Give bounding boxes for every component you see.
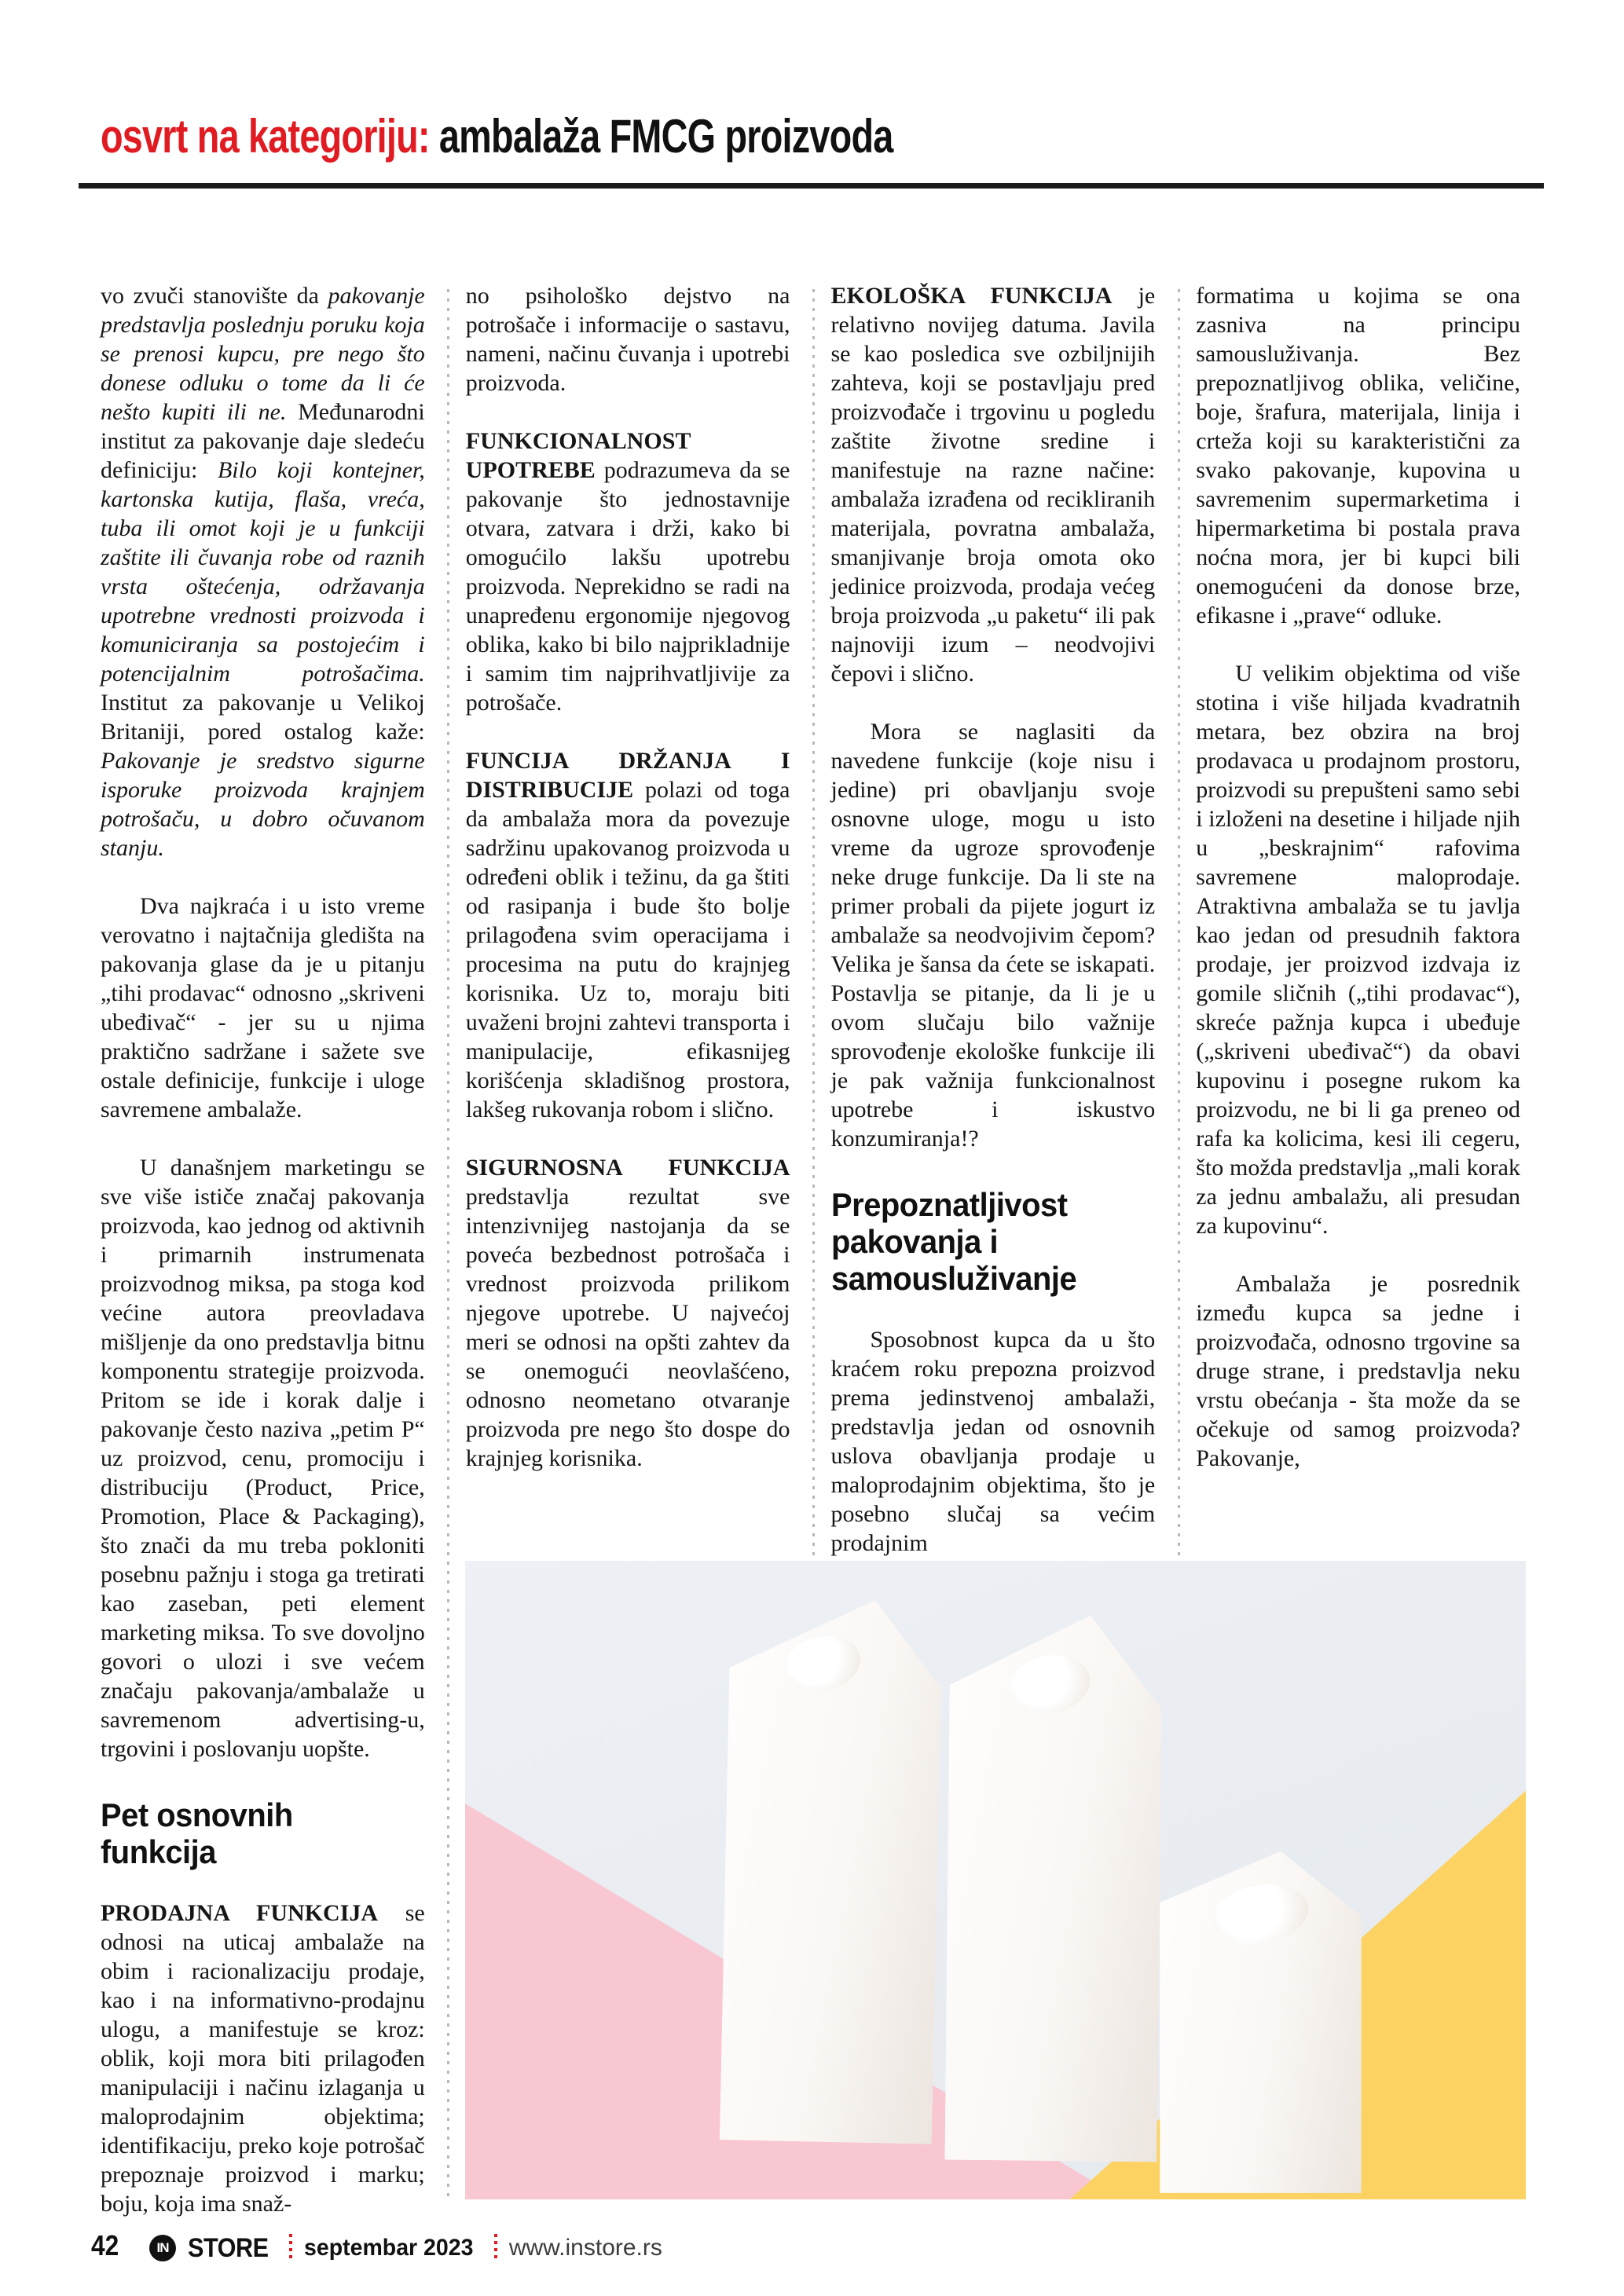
text-segment: Institut za pakovanje u Velikoj Britaniji, pored ostalog kaže: bbox=[101, 690, 425, 745]
text-segment: se odnosi na uticaj ambalaže na obim i racionalizaciju prodaje, kao i na informativno-prodajnu ulogu, a manifestuje se kroz: oblik, koji mora biti prilagođen manipulaciji i načinu izlaganja u maloprodajnim objektima; identifikaciju, preko koje potrošač prepoznaje proizvod i marku; boju, koja ima snaž- bbox=[101, 1900, 425, 2217]
text-segment: Bilo koji kontejner, kartonska kutija, flaša, vreća, tuba ili omot koji je u funkciji zaštite ili čuvanja robe od raznih vrsta oštećenja, održavanja upotrebne vrednosti proizvoda i komuniciranja sa postojećim i potencijalnim potrošačima. bbox=[101, 457, 425, 687]
article-column-4 bbox=[1196, 281, 1520, 1502]
paragraph bbox=[101, 281, 425, 862]
paragraph bbox=[466, 427, 790, 717]
milk-cartons-photo bbox=[465, 1561, 1526, 2199]
text-segment: podrazumeva da se pakovanje što jednostavnije otvara, zatvara i drži, kako bi omogućilo lakšu upotrebu proizvoda. Neprekidno se radi na unapređenu ergonomije njegovog oblika, kako bi bilo najprikladnije i samim tim najprihvatljivije za potrošače. bbox=[465, 457, 790, 716]
paragraph bbox=[831, 281, 1156, 688]
carton-cap bbox=[1208, 1877, 1313, 1951]
paragraph bbox=[101, 1153, 425, 1763]
text-segment: U današnjem marketingu se sve više ističe značaj pakovanja proizvoda, kao jednog od aktivnih i primarnih instrumenata proizvodnog miksa, pa stoga kod većine autora preovladava mišljenje da ono predstavlja bitnu komponentu strategije proizvoda. Pritom se ide i korak dalje i pakovanje često naziva „petim P“ uz proizvod, cenu, promociju i distribuciju (Product, Price, Promotion, Place & Packaging), što znači da mu treba pokloniti posebnu pažnju i stoga ga tretirati kao zaseban, peti element marketing miksa. To sve dovoljno govori o ulozi i sve većem značaju pakovanja/ambalaže u savremenom advertising-u, trgovini i poslovanju uopšte. bbox=[101, 1155, 425, 1762]
carton-cap bbox=[779, 1629, 866, 1699]
section-heading: Prepoznatljivost pakovanja i samousluživanje bbox=[830, 1186, 1076, 1297]
page-number: 42 bbox=[91, 2229, 119, 2261]
milk-carton-tall-center bbox=[945, 1614, 1163, 2162]
milk-carton-short-right bbox=[1160, 1851, 1362, 2193]
category-kicker: osvrt na kategoriju: bbox=[101, 110, 430, 163]
brand-name: STORE bbox=[188, 2232, 269, 2263]
paragraph bbox=[466, 1153, 790, 1473]
paragraph bbox=[101, 1899, 425, 2218]
text-segment: polazi od toga da ambalaža mora da povezuje sadržinu upakovanog proizvoda u određeni oblik i težinu, da ga štiti od rasipanja i bude što bolje prilagođena svim operacijama i procesima na putu do krajnjeg korisnika. Uz to, moraju biti uvaženi brojni zahtevi transporta i manipulacije, efikasnijeg korišćenja skladišnog prostora, lakšeg rukovanja robom i slično. bbox=[465, 777, 790, 1122]
text-segment: formatima u kojima se ona zasniva na principu samousluživanja. Bez prepoznatljivog oblika, veličine, boje, šrafura, materijala, linija i crteža koji su karakteristični za svako pakovanje, kupovina u savremenim supermarketima i hipermarketima bi postala prava noćna mora, jer bi kupci bili onemogućeni da donose brze, efikasne i „prave“ odluke. bbox=[1196, 283, 1520, 628]
milk-carton-tall-left bbox=[720, 1597, 943, 2144]
text-segment: Sposobnost kupca da u što kraćem roku prepozna proizvod prema jedinstvenoj ambalaži, predstavlja jedan od osnovnih uslova obavljanja prodaje u maloprodajnim objektima, što je posebno slučaj sa većim prodajnim bbox=[830, 1327, 1156, 1556]
instore-logo-icon: IN bbox=[149, 2235, 176, 2261]
paragraph bbox=[466, 281, 790, 397]
text-segment: FUNKCIONALNOST UPOTREBE bbox=[465, 428, 691, 483]
text-segment: Mora se naglasiti da navedene funkcije (koje nisu i jedine) pri obavljanju svoje osnovne uloge, mogu u isto vreme da ugroze sprovođenje neke druge funkcije. Da li ste na primer probali da pijete jogurt iz ambalaže sa neodvojivim čepom? Velika je šansa da ćete se iskapati. Postavlja se pitanje, da li je u ovom slučaju bilo važnije sprovođenje ekološke funkcije ili je pak važnija funkcionalnost upotrebe i iskustvo konzumiranja!? bbox=[830, 719, 1156, 1152]
page-title bbox=[101, 108, 893, 165]
text-segment: vo zvuči stanovište da bbox=[101, 283, 328, 309]
article-header bbox=[101, 108, 1116, 165]
paragraph bbox=[1196, 1269, 1520, 1473]
carton-cap bbox=[1004, 1649, 1094, 1721]
text-segment: Ambalaža je posrednik između kupca sa jedne i proizvođača, odnosno trgovine sa druge strane, i predstavlja neku vrstu obećanja - šta može da se očekuje od samog proizvoda? Pakovanje, bbox=[1196, 1271, 1520, 1471]
text-segment: PRODAJNA FUNKCIJA bbox=[101, 1900, 379, 1926]
issue-date: septembar 2023 bbox=[304, 2235, 474, 2261]
article-column-1 bbox=[101, 281, 425, 2247]
paragraph bbox=[831, 1325, 1156, 1558]
paragraph bbox=[1196, 281, 1520, 630]
paragraph bbox=[101, 892, 425, 1124]
text-segment: predstavlja rezultat sve intenzivnijeg nastojanja da se poveća bezbednost potrošača i vrednost proizvoda prilikom njegove upotrebe. U najvećoj meri se odnosi na opšti zahtev da se onemogući neovlašćeno, odnosno neometano otvaranje proizvoda pre nego što dospe do krajnjeg korisnika. bbox=[465, 1184, 790, 1471]
text-segment: FUNCIJA DRŽANJA I DISTRIBUCIJE bbox=[465, 748, 790, 803]
paragraph bbox=[1196, 659, 1520, 1240]
text-segment: Pakovanje je sredstvo sigurne isporuke proizvoda krajnjem potrošaču, u dobro očuvanom stanju. bbox=[101, 748, 425, 861]
text-segment: no psihološko dejstvo na potrošače i informacije o sastavu, nameni, načinu čuvanja i upotrebi proizvoda. bbox=[465, 283, 790, 396]
article-column-3 bbox=[831, 281, 1156, 1587]
text-segment: U velikim objektima od više stotina i više hiljada kvadratnih metara, bez obzira na broj prodavaca u prodajnom prostoru, proizvodi su prepušteni samo sebi i izloženi na desetine i hiljade njih u „beskrajnim“ rafovima savremene maloprodaje. Atraktivna ambalaža se tu javlja kao jedan od presudnih faktora prodaje, jer proizvod izdvaja iz gomile sličnih („tihi prodavac“), skreće pažnja kupca i ubeđuje („skriveni ubeđivač“) da obavi kupovinu i posegne rukom ka proizvodu, ne bi li ga preneo od rafa ka kolicima, kesi ili cegeru, što možda predstavlja „mali korak za jednu ambalažu, ali presudan za kupovinu“. bbox=[1196, 661, 1520, 1239]
article-title: ambalaža FMCG proizvoda bbox=[438, 110, 893, 163]
section-heading: Pet osnovnih funkcija bbox=[101, 1796, 293, 1870]
website-url: www.instore.rs bbox=[508, 2235, 662, 2261]
article-column-2 bbox=[466, 281, 790, 1502]
header-rule bbox=[79, 183, 1544, 189]
text-segment: pakovanje predstavlja poslednju poruku koja se prenosi kupcu, pre nego što donese odluku o tome da li će nešto kupiti ili ne. bbox=[101, 283, 425, 425]
paragraph bbox=[831, 717, 1156, 1153]
text-segment: Međunarodni institut za pakovanje daje sledeću definiciju: bbox=[101, 399, 425, 483]
paragraph bbox=[466, 746, 790, 1124]
text-segment: je relativno novijeg datuma. Javila se kao posledica sve ozbiljnijih zahteva, koji se postavljaju pred proizvođače i trgovinu u pogledu zaštite životne sredine i manifestuje na razne načine: ambalaža izrađena od recikliranih materijala, povratna ambalaža, smanjivanje broja omota oko jedinice proizvoda, prodaja većeg broja proizvoda „u paketu“ ili pak najnoviji izum – neodvojivi čepovi i slično. bbox=[830, 283, 1156, 687]
text-segment: Dva najkraća i u isto vreme verovatno i najtačnija gledišta na pakovanja glase da je u pitanju „tihi prodavac“ odnosno „skriveni ubeđivač“ - jer su u njima praktično sadržane i sažete sve ostale definicije, funkcije i uloge savremene ambalaže. bbox=[101, 893, 425, 1122]
text-segment: SIGURNOSNA FUNKCIJA bbox=[465, 1155, 790, 1181]
text-segment: EKOLOŠKA FUNKCIJA bbox=[830, 283, 1113, 309]
